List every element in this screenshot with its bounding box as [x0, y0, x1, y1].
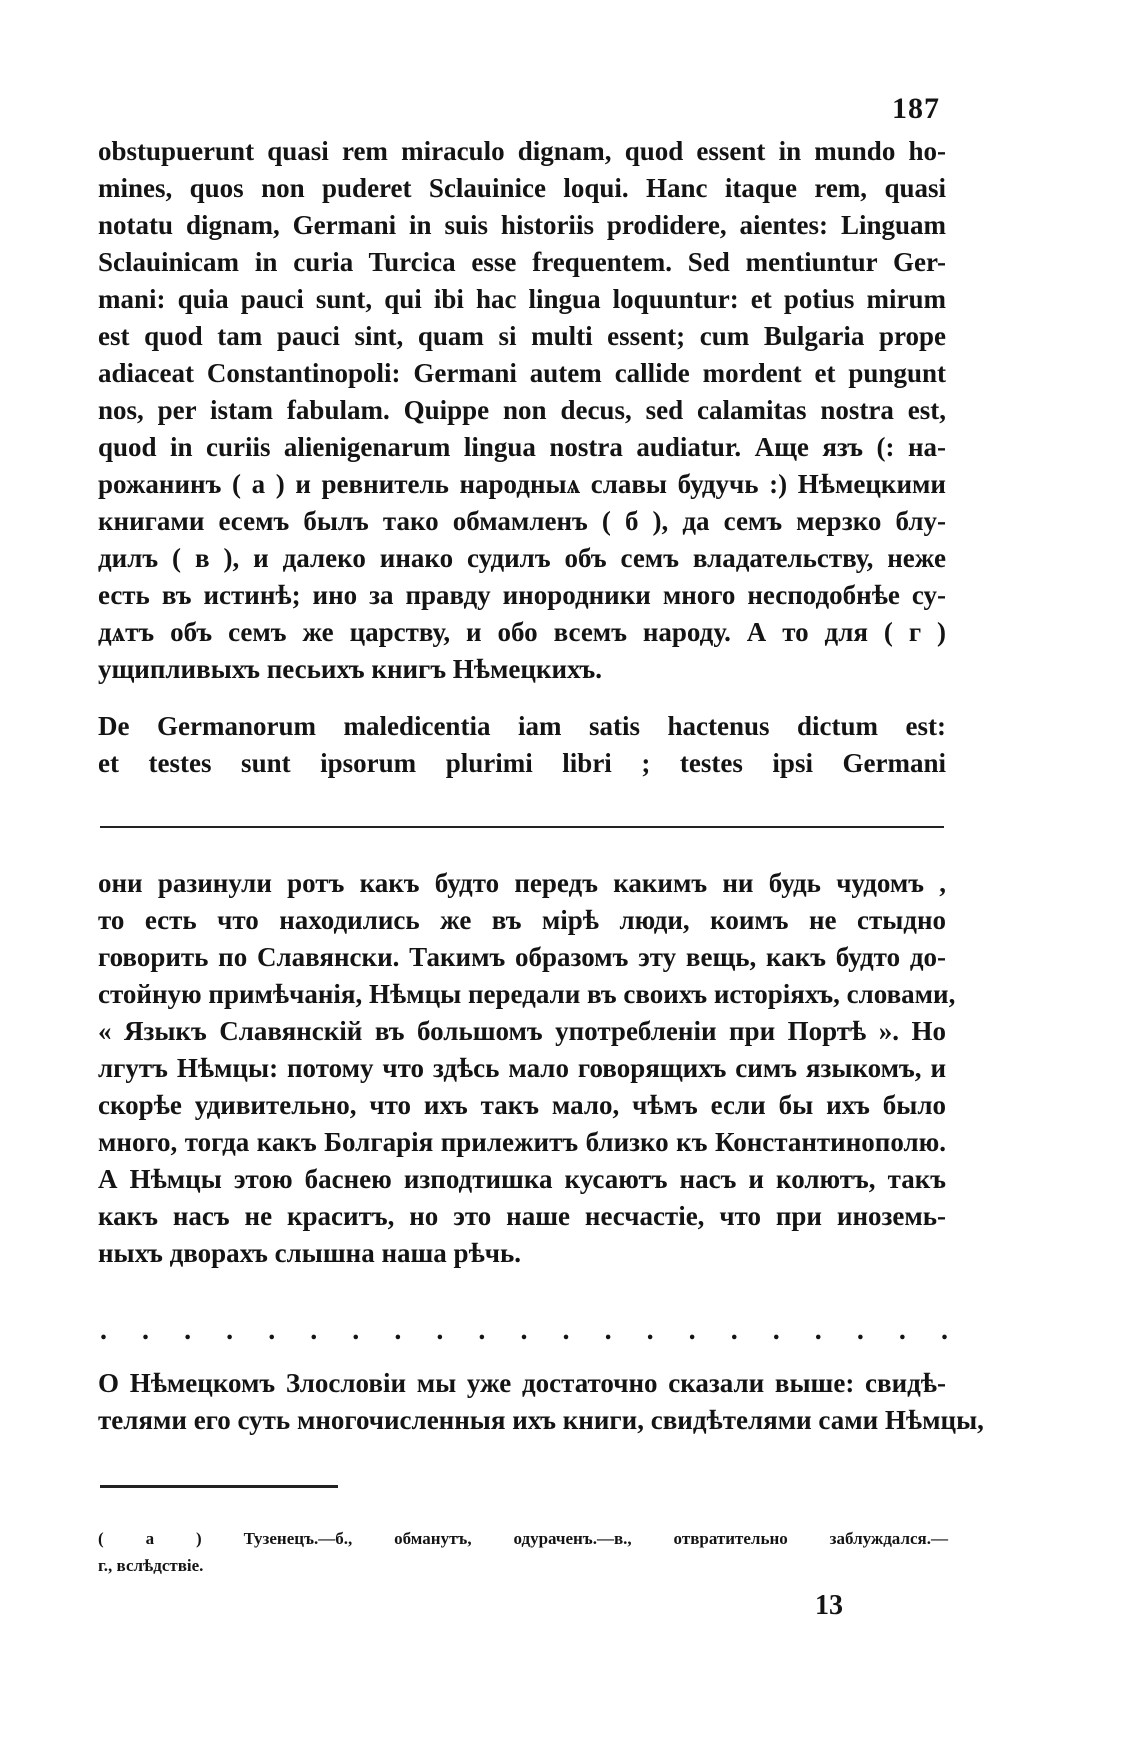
dot: .: [772, 1315, 780, 1346]
text-line: какъ насъ не краситъ, но это наше несчастіе, что при иноземь-: [98, 1201, 946, 1231]
text-line: et testes sunt ipsorum plurimi libri ; testes ipsi Germani: [98, 748, 946, 778]
text-line: телями его суть многочисленныя ихъ книги, свидѣтелями сами Нѣмцы,: [98, 1405, 984, 1435]
dot: .: [184, 1315, 192, 1346]
text-line: книгами есемъ былъ тако обмамленъ ( б ), да семъ мерзко блу-: [98, 506, 946, 536]
text-line: говорить по Славянски. Такимъ образомъ эту вещь, какъ будто до-: [98, 942, 946, 972]
dot: .: [100, 1315, 107, 1346]
text-line: « Языкъ Славянскій въ большомъ употребленіи при Портѣ ». Но: [98, 1016, 946, 1046]
text-line: рожанинъ ( а ) и ревнитель народныѧ славы будучь :) Нѣмецкими: [98, 469, 946, 499]
page-number: 187: [892, 92, 940, 125]
section-divider: [100, 826, 944, 828]
text-line: скорѣе удивительно, что ихъ такъ мало, чѣмъ если бы ихъ было: [98, 1090, 946, 1120]
dot: .: [604, 1315, 612, 1346]
text-line: стойную примѣчанія, Нѣмцы передали въ своихъ исторіяхъ, словами,: [98, 979, 956, 1009]
text-line: quod in curiis alienigenarum lingua nostra audiatur. Аще язъ (: на-: [98, 432, 946, 462]
text-line: ущипливыхъ песьихъ книгъ Нѣмецкихъ.: [98, 654, 603, 684]
text-line: они разинули ротъ какъ будто передъ какимъ ни будь чудомъ ,: [98, 868, 946, 898]
text-line: est quod tam pauci sint, quam si multi essent; cum Bulgaria prope: [98, 321, 946, 351]
dot: .: [814, 1315, 822, 1346]
dot: .: [688, 1315, 696, 1346]
dot: .: [478, 1315, 486, 1346]
text-line: obstupuerunt quasi rem miraculo dignam, quod essent in mundo ho-: [98, 136, 946, 166]
dot: .: [646, 1315, 654, 1346]
text-line: mines, quos non puderet Sclauinice loqui. Hanc itaque rem, quasi: [98, 173, 946, 203]
latin-paragraph-2: [98, 708, 946, 782]
dot: .: [268, 1315, 276, 1346]
text-line: notatu dignam, Germani in suis historiis prodidere, aientes: Linguam: [98, 210, 946, 240]
text-line: А Нѣмцы этою баснею изподтишка кусаютъ насъ и колютъ, такъ: [98, 1164, 946, 1194]
dot: .: [898, 1315, 906, 1346]
text-line: mani: quia pauci sunt, qui ibi hac lingua loquuntur: et potius mirum: [98, 284, 946, 314]
russian-paragraph-2: [98, 1365, 984, 1439]
dot: .: [436, 1315, 444, 1346]
dot: .: [562, 1315, 570, 1346]
text-line: nos, per istam fabulam. Quippe non decus, sed calamitas nostra est,: [98, 395, 946, 425]
text-line: много, тогда какъ Болгарія прилежитъ близко къ Константинополю.: [98, 1127, 946, 1157]
text-line: есть въ истинѣ; ино за правду инородники много несподобнѣе су-: [98, 580, 946, 610]
dot: .: [940, 1315, 948, 1346]
russian-paragraph-1: [98, 865, 956, 1272]
text-line: О Нѣмецкомъ Злословіи мы уже достаточно сказали выше: свидѣ-: [98, 1368, 946, 1398]
dot: .: [142, 1315, 150, 1346]
text-line: De Germanorum maledicentia iam satis hactenus dictum est:: [98, 711, 946, 741]
dot: .: [394, 1315, 402, 1346]
text-line: adiaceat Constantinopoli: Germani autem callide mordent et pungunt: [98, 358, 946, 388]
dot: .: [226, 1315, 234, 1346]
ellipsis-dots: [100, 1315, 948, 1347]
text-line: ныхъ дворахъ слышна наша рѣчь.: [98, 1238, 522, 1268]
text-line: дилъ ( в ), и далеко инако судилъ объ семъ владательству, неже: [98, 543, 946, 573]
dot: .: [730, 1315, 738, 1346]
signature-mark: 13: [815, 1590, 843, 1621]
footnote-divider: [100, 1485, 338, 1488]
text-line: то есть что находились же въ мірѣ люди, коимъ не стыдно: [98, 905, 946, 935]
dot: .: [352, 1315, 360, 1346]
footnote-line: ( а ) Тузенецъ.—б., обманутъ, одураченъ.—в., отвратительно заблуждался.—: [98, 1529, 948, 1548]
dot: .: [520, 1315, 528, 1346]
footnote-line: г., вслѣдствіе.: [98, 1556, 204, 1575]
latin-paragraph-1: [98, 133, 946, 688]
text-line: лгутъ Нѣмцы: потому что здѣсь мало говорящихъ симъ языкомъ, и: [98, 1053, 946, 1083]
text-line: Sclauinicam in curia Turcica esse frequentem. Sed mentiuntur Ger-: [98, 247, 946, 277]
text-line: дѧтъ объ семъ же царству, и обо всемъ народу. А то для ( г ): [98, 617, 946, 647]
dot: .: [856, 1315, 864, 1346]
footnote: [98, 1525, 948, 1579]
dot: .: [310, 1315, 318, 1346]
